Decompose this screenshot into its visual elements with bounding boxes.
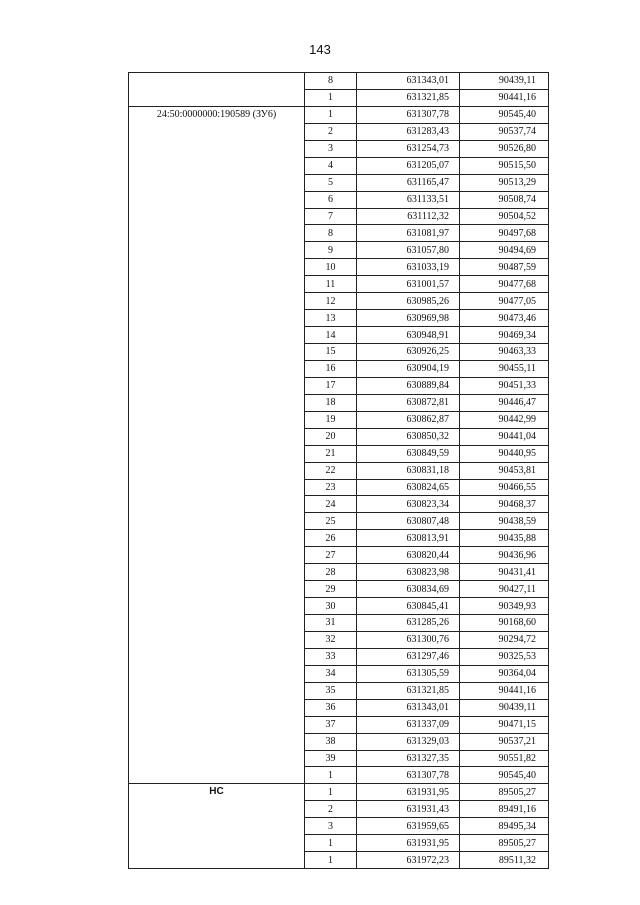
y-coordinate-cell: 90349,93 bbox=[460, 598, 549, 615]
parcel-label: НС bbox=[129, 784, 305, 869]
y-coordinate-cell: 90515,50 bbox=[460, 157, 549, 174]
point-number-cell: 2 bbox=[305, 123, 357, 140]
y-coordinate-cell: 89505,27 bbox=[460, 784, 549, 801]
y-coordinate-cell: 90440,95 bbox=[460, 445, 549, 462]
x-coordinate-cell: 630969,98 bbox=[357, 310, 460, 327]
x-coordinate-cell: 631959,65 bbox=[357, 818, 460, 835]
y-coordinate-cell: 90469,34 bbox=[460, 327, 549, 344]
point-number-cell: 2 bbox=[305, 801, 357, 818]
x-coordinate-cell: 630872,81 bbox=[357, 394, 460, 411]
x-coordinate-cell: 631931,95 bbox=[357, 835, 460, 852]
y-coordinate-cell: 90477,68 bbox=[460, 276, 549, 293]
coordinates-table bbox=[128, 72, 549, 869]
point-number-cell: 9 bbox=[305, 242, 357, 259]
x-coordinate-cell: 631327,35 bbox=[357, 750, 460, 767]
point-number-cell: 12 bbox=[305, 293, 357, 310]
point-number-cell: 8 bbox=[305, 73, 357, 90]
point-number-cell: 10 bbox=[305, 259, 357, 276]
y-coordinate-cell: 90463,33 bbox=[460, 344, 549, 361]
x-coordinate-cell: 631254,73 bbox=[357, 140, 460, 157]
y-coordinate-cell: 90545,40 bbox=[460, 767, 549, 784]
x-coordinate-cell: 631931,95 bbox=[357, 784, 460, 801]
x-coordinate-cell: 631205,07 bbox=[357, 157, 460, 174]
y-coordinate-cell: 89495,34 bbox=[460, 818, 549, 835]
x-coordinate-cell: 631307,78 bbox=[357, 767, 460, 784]
y-coordinate-cell: 90364,04 bbox=[460, 665, 549, 682]
point-number-cell: 26 bbox=[305, 530, 357, 547]
point-number-cell: 28 bbox=[305, 564, 357, 581]
point-number-cell: 1 bbox=[305, 89, 357, 106]
y-coordinate-cell: 90455,11 bbox=[460, 360, 549, 377]
y-coordinate-cell: 90551,82 bbox=[460, 750, 549, 767]
x-coordinate-cell: 631057,80 bbox=[357, 242, 460, 259]
x-coordinate-cell: 630823,34 bbox=[357, 496, 460, 513]
point-number-cell: 38 bbox=[305, 733, 357, 750]
y-coordinate-cell: 90441,16 bbox=[460, 89, 549, 106]
x-coordinate-cell: 631321,85 bbox=[357, 682, 460, 699]
x-coordinate-cell: 630889,84 bbox=[357, 377, 460, 394]
y-coordinate-cell: 90441,04 bbox=[460, 428, 549, 445]
x-coordinate-cell: 631165,47 bbox=[357, 174, 460, 191]
y-coordinate-cell: 90168,60 bbox=[460, 615, 549, 632]
y-coordinate-cell: 90436,96 bbox=[460, 547, 549, 564]
x-coordinate-cell: 630807,48 bbox=[357, 513, 460, 530]
coordinates-table-body bbox=[129, 73, 549, 869]
x-coordinate-cell: 631033,19 bbox=[357, 259, 460, 276]
x-coordinate-cell: 630813,91 bbox=[357, 530, 460, 547]
point-number-cell: 21 bbox=[305, 445, 357, 462]
point-number-cell: 8 bbox=[305, 225, 357, 242]
y-coordinate-cell: 90441,16 bbox=[460, 682, 549, 699]
y-coordinate-cell: 90497,68 bbox=[460, 225, 549, 242]
point-number-cell: 39 bbox=[305, 750, 357, 767]
y-coordinate-cell: 90466,55 bbox=[460, 479, 549, 496]
x-coordinate-cell: 630820,44 bbox=[357, 547, 460, 564]
x-coordinate-cell: 631931,43 bbox=[357, 801, 460, 818]
point-number-cell: 20 bbox=[305, 428, 357, 445]
x-coordinate-cell: 630850,32 bbox=[357, 428, 460, 445]
y-coordinate-cell: 90453,81 bbox=[460, 462, 549, 479]
point-number-cell: 1 bbox=[305, 767, 357, 784]
y-coordinate-cell: 90446,47 bbox=[460, 394, 549, 411]
point-number-cell: 4 bbox=[305, 157, 357, 174]
x-coordinate-cell: 630862,87 bbox=[357, 411, 460, 428]
x-coordinate-cell: 631081,97 bbox=[357, 225, 460, 242]
point-number-cell: 29 bbox=[305, 581, 357, 598]
x-coordinate-cell: 630948,91 bbox=[357, 327, 460, 344]
x-coordinate-cell: 631329,03 bbox=[357, 733, 460, 750]
x-coordinate-cell: 630904,19 bbox=[357, 360, 460, 377]
y-coordinate-cell: 90294,72 bbox=[460, 631, 549, 648]
x-coordinate-cell: 631321,85 bbox=[357, 89, 460, 106]
x-coordinate-cell: 630823,98 bbox=[357, 564, 460, 581]
point-number-cell: 16 bbox=[305, 360, 357, 377]
point-number-cell: 35 bbox=[305, 682, 357, 699]
x-coordinate-cell: 631001,57 bbox=[357, 276, 460, 293]
point-number-cell: 6 bbox=[305, 191, 357, 208]
x-coordinate-cell: 631337,09 bbox=[357, 716, 460, 733]
point-number-cell: 37 bbox=[305, 716, 357, 733]
point-number-cell: 18 bbox=[305, 394, 357, 411]
point-number-cell: 7 bbox=[305, 208, 357, 225]
x-coordinate-cell: 631343,01 bbox=[357, 73, 460, 90]
point-number-cell: 3 bbox=[305, 140, 357, 157]
y-coordinate-cell: 90471,15 bbox=[460, 716, 549, 733]
point-number-cell: 1 bbox=[305, 106, 357, 123]
x-coordinate-cell: 630985,26 bbox=[357, 293, 460, 310]
y-coordinate-cell: 89491,16 bbox=[460, 801, 549, 818]
table-row bbox=[129, 106, 549, 123]
x-coordinate-cell: 630831,18 bbox=[357, 462, 460, 479]
point-number-cell: 30 bbox=[305, 598, 357, 615]
point-number-cell: 17 bbox=[305, 377, 357, 394]
x-coordinate-cell: 631300,76 bbox=[357, 631, 460, 648]
point-number-cell: 1 bbox=[305, 852, 357, 869]
point-number-cell: 34 bbox=[305, 665, 357, 682]
y-coordinate-cell: 90451,33 bbox=[460, 377, 549, 394]
point-number-cell: 13 bbox=[305, 310, 357, 327]
x-coordinate-cell: 630849,59 bbox=[357, 445, 460, 462]
point-number-cell: 15 bbox=[305, 344, 357, 361]
y-coordinate-cell: 89511,32 bbox=[460, 852, 549, 869]
y-coordinate-cell: 90468,37 bbox=[460, 496, 549, 513]
y-coordinate-cell: 90435,88 bbox=[460, 530, 549, 547]
point-number-cell: 23 bbox=[305, 479, 357, 496]
point-number-cell: 32 bbox=[305, 631, 357, 648]
y-coordinate-cell: 90537,21 bbox=[460, 733, 549, 750]
y-coordinate-cell: 90438,59 bbox=[460, 513, 549, 530]
parcel-label bbox=[129, 73, 305, 107]
y-coordinate-cell: 90545,40 bbox=[460, 106, 549, 123]
y-coordinate-cell: 90439,11 bbox=[460, 699, 549, 716]
x-coordinate-cell: 630926,25 bbox=[357, 344, 460, 361]
x-coordinate-cell: 630824,65 bbox=[357, 479, 460, 496]
y-coordinate-cell: 90325,53 bbox=[460, 648, 549, 665]
x-coordinate-cell: 631133,51 bbox=[357, 191, 460, 208]
x-coordinate-cell: 631972,23 bbox=[357, 852, 460, 869]
page-number: 143 bbox=[309, 42, 331, 57]
point-number-cell: 33 bbox=[305, 648, 357, 665]
x-coordinate-cell: 631285,26 bbox=[357, 615, 460, 632]
x-coordinate-cell: 631297,46 bbox=[357, 648, 460, 665]
x-coordinate-cell: 630834,69 bbox=[357, 581, 460, 598]
point-number-cell: 22 bbox=[305, 462, 357, 479]
point-number-cell: 36 bbox=[305, 699, 357, 716]
point-number-cell: 24 bbox=[305, 496, 357, 513]
y-coordinate-cell: 90442,99 bbox=[460, 411, 549, 428]
table-row bbox=[129, 73, 549, 90]
parcel-label: 24:50:0000000:190589 (ЗУ6) bbox=[129, 106, 305, 784]
point-number-cell: 27 bbox=[305, 547, 357, 564]
y-coordinate-cell: 90494,69 bbox=[460, 242, 549, 259]
point-number-cell: 1 bbox=[305, 784, 357, 801]
point-number-cell: 5 bbox=[305, 174, 357, 191]
y-coordinate-cell: 90537,74 bbox=[460, 123, 549, 140]
y-coordinate-cell: 90513,29 bbox=[460, 174, 549, 191]
x-coordinate-cell: 631112,32 bbox=[357, 208, 460, 225]
y-coordinate-cell: 90526,80 bbox=[460, 140, 549, 157]
point-number-cell: 14 bbox=[305, 327, 357, 344]
y-coordinate-cell: 90439,11 bbox=[460, 73, 549, 90]
point-number-cell: 3 bbox=[305, 818, 357, 835]
point-number-cell: 11 bbox=[305, 276, 357, 293]
y-coordinate-cell: 90508,74 bbox=[460, 191, 549, 208]
table-row bbox=[129, 784, 549, 801]
y-coordinate-cell: 90431,41 bbox=[460, 564, 549, 581]
y-coordinate-cell: 89505,27 bbox=[460, 835, 549, 852]
y-coordinate-cell: 90473,46 bbox=[460, 310, 549, 327]
x-coordinate-cell: 631305,59 bbox=[357, 665, 460, 682]
point-number-cell: 19 bbox=[305, 411, 357, 428]
x-coordinate-cell: 631307,78 bbox=[357, 106, 460, 123]
point-number-cell: 1 bbox=[305, 835, 357, 852]
y-coordinate-cell: 90487,59 bbox=[460, 259, 549, 276]
x-coordinate-cell: 631283,43 bbox=[357, 123, 460, 140]
x-coordinate-cell: 631343,01 bbox=[357, 699, 460, 716]
point-number-cell: 31 bbox=[305, 615, 357, 632]
point-number-cell: 25 bbox=[305, 513, 357, 530]
y-coordinate-cell: 90504,52 bbox=[460, 208, 549, 225]
y-coordinate-cell: 90477,05 bbox=[460, 293, 549, 310]
x-coordinate-cell: 630845,41 bbox=[357, 598, 460, 615]
y-coordinate-cell: 90427,11 bbox=[460, 581, 549, 598]
